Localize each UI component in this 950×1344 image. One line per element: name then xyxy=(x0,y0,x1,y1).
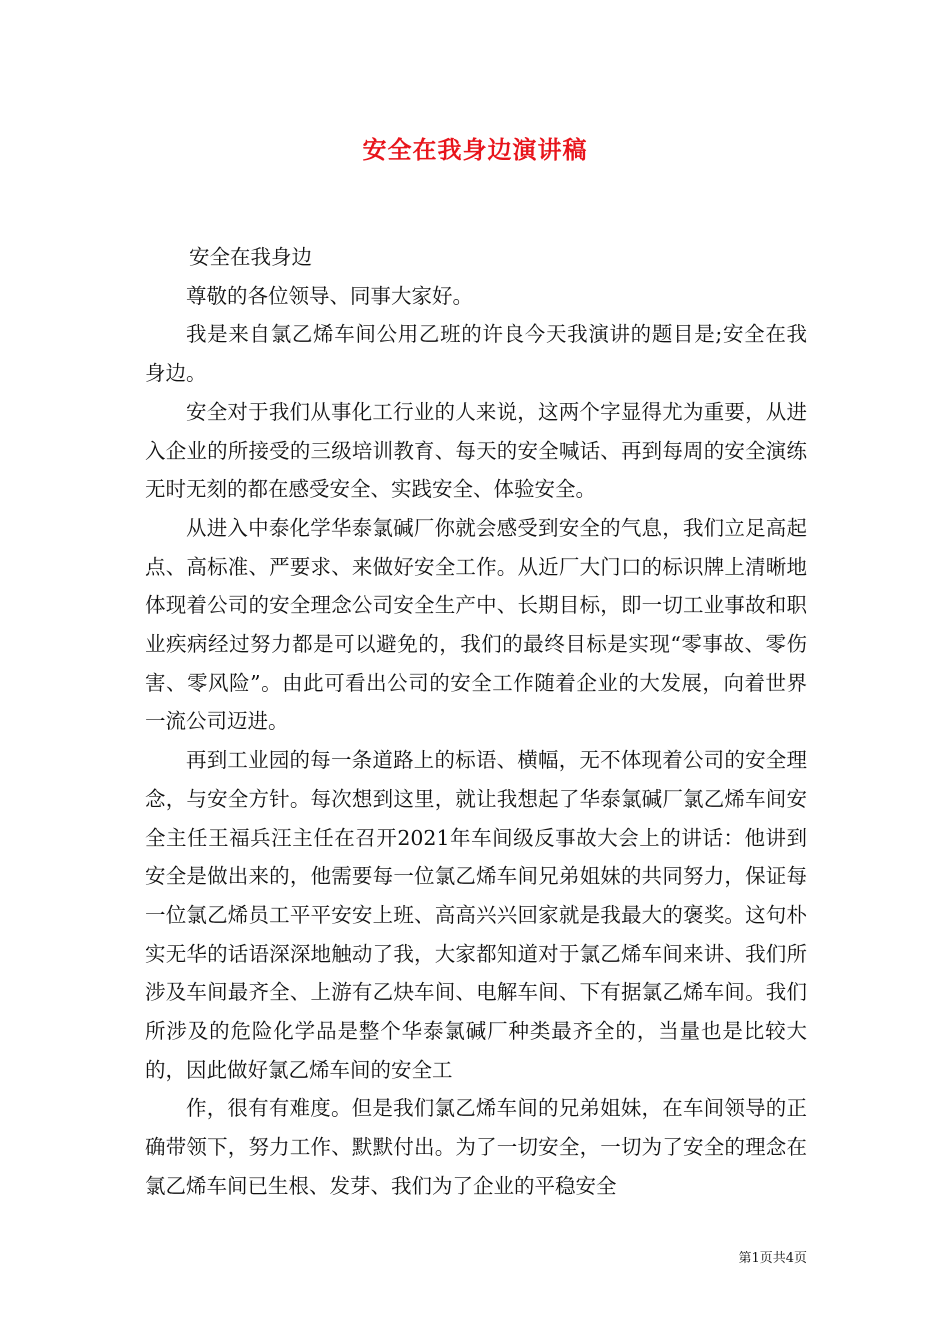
paragraph-greeting: 尊敬的各位领导、同事大家好。 xyxy=(186,283,473,308)
document-body xyxy=(145,238,807,1206)
paragraph-body: 再到工业园的每一条道路上的标语、横幅，无不体现着公司的安全理念，与安全方针。每次想到这里，就让我想起了华泰氯碱厂氯乙烯车间安全主任王福兵汪主任在召开2021年车间级反事故大会上的讲话：他讲到安全是做出来的，他需要每一位氯乙烯车间兄弟姐妹的共同努力，保证每一位氯乙烯员工平平安安上班、高高兴兴回家就是我最大的褒奖。这句朴实无华的话语深深地触动了我，大家都知道对于氯乙烯车间来讲、我们所涉及车间最齐全、上游有乙炔车间、电解车间、下有据氯乙烯车间。我们所涉及的危险化学品是整个华泰氯碱厂种类最齐全的，当量也是比较大的，因此做好氯乙烯车间的安全工 xyxy=(145,748,807,1082)
page-number-footer: 第1页共4页 xyxy=(738,1251,807,1266)
paragraph-body: 从进入中泰化学华泰氯碱厂你就会感受到安全的气息，我们立足高起点、高标准、严要求、来做好安全工作。从近厂大门口的标识牌上清晰地体现着公司的安全理念公司安全生产中、长期目标，即一切工业事故和职业疾病经过努力都是可以避免的，我们的最终目标是实现“零事故、零伤害、零风险”。由此可看出公司的安全工作随着企业的大发展，向着世界一流公司迈进。 xyxy=(145,515,807,734)
paragraph-body: 安全对于我们从事化工行业的人来说，这两个字显得尤为重要，从进入企业的所接受的三级培训教育、每天的安全喊话、再到每周的安全演练无时无刻的都在感受安全、实践安全、体验安全。 xyxy=(145,399,807,502)
paragraph-body: 作，很有有难度。但是我们氯乙烯车间的兄弟姐妹，在车间领导的正确带领下，努力工作、默默付出。为了一切安全，一切为了安全的理念在氯乙烯车间已生根、发芽、我们为了企业的平稳安全 xyxy=(145,1096,807,1198)
paragraph-intro: 我是来自氯乙烯车间公用乙班的许良今天我演讲的题目是;安全在我身边。 xyxy=(145,322,807,386)
paragraph-heading: 安全在我身边 xyxy=(189,245,312,269)
document-title: 安全在我身边演讲稿 xyxy=(362,135,588,164)
